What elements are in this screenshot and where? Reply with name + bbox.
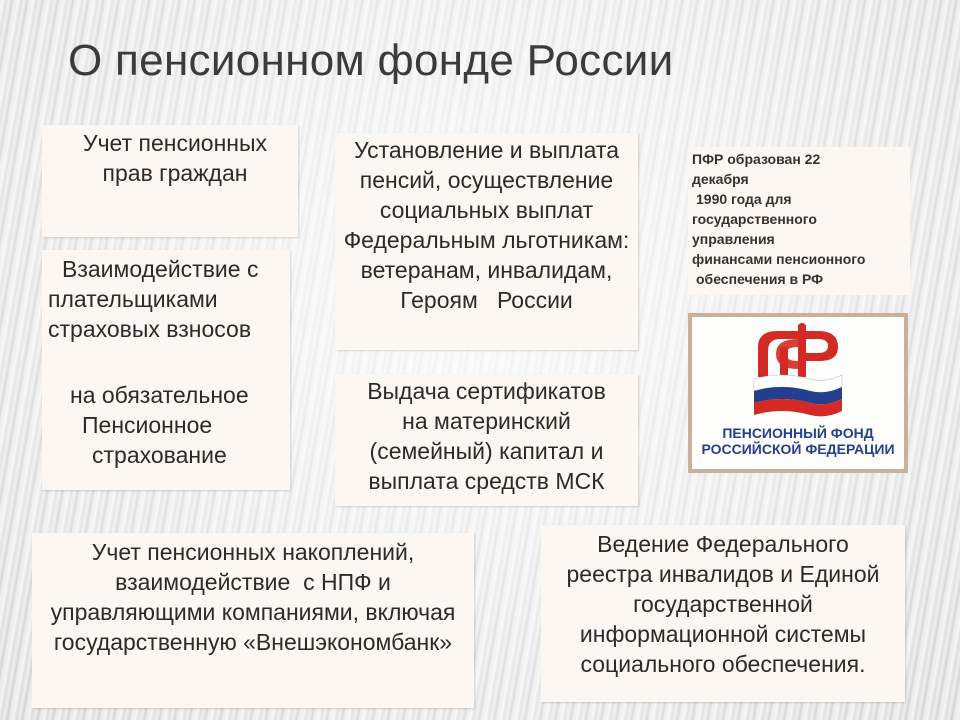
note-line: ПФР образован 22 bbox=[692, 151, 821, 167]
note-line: государственного bbox=[692, 211, 817, 227]
box-line: Героям России bbox=[400, 287, 573, 313]
note-line: финансами пенсионного bbox=[692, 251, 866, 267]
box-line: пенсий, осуществление bbox=[359, 167, 614, 193]
pfr-emblem-icon bbox=[692, 317, 904, 425]
box-line: Ведение Федерального bbox=[597, 531, 849, 557]
box-line: ветеранам, инвалидам, bbox=[360, 257, 613, 283]
box-line: государственную «Внешэкономбанк» bbox=[53, 629, 453, 655]
pfr-logo bbox=[688, 313, 908, 473]
box-line: Выдача сертификатов bbox=[367, 378, 606, 404]
note-line: декабря bbox=[692, 171, 749, 187]
box-line: реестра инвалидов и Единой bbox=[566, 561, 880, 587]
box-line: страховых взносов bbox=[48, 316, 252, 342]
slide-title: О пенсионном фонде России bbox=[68, 36, 674, 85]
box-line: Пенсионное bbox=[82, 412, 213, 438]
logo-line: РОССИЙСКОЙ ФЕДЕРАЦИИ bbox=[701, 441, 895, 457]
note-line: обеспечения в РФ bbox=[696, 271, 824, 287]
box-certificates bbox=[335, 374, 638, 506]
note-line: управления bbox=[692, 231, 775, 247]
box-line: на обязательное bbox=[70, 382, 249, 408]
box-line: прав граждан bbox=[102, 160, 248, 186]
box-line: Учет пенсионных bbox=[82, 130, 268, 156]
box-line: страхование bbox=[92, 442, 227, 468]
note-line: 1990 года для bbox=[696, 191, 792, 207]
box-line: социального обеспечения. bbox=[580, 651, 866, 677]
box-accounting-rights bbox=[42, 125, 298, 237]
box-line: (семейный) капитал и bbox=[369, 438, 604, 464]
box-line: управляющими компаниями, включая bbox=[50, 599, 456, 625]
box-line: плательщиками bbox=[48, 286, 218, 312]
box-line: выплата средств МСК bbox=[368, 468, 605, 494]
box-savings bbox=[32, 533, 474, 708]
box-line: взаимодействие с НПФ и bbox=[115, 569, 391, 595]
box-line: на материнский bbox=[402, 408, 571, 434]
box-line: Федеральным льготникам: bbox=[343, 227, 630, 253]
box-registry bbox=[541, 525, 905, 702]
box-line: Установление и выплата bbox=[354, 137, 619, 163]
box-line: Взаимодействие с bbox=[62, 256, 259, 282]
founding-note bbox=[688, 147, 910, 295]
box-interaction bbox=[42, 250, 290, 490]
box-line: социальных выплат bbox=[379, 197, 594, 223]
logo-line: ПЕНСИОННЫЙ ФОНД bbox=[722, 425, 874, 441]
box-line: информационной системы bbox=[579, 621, 867, 647]
box-line: Учет пенсионных накоплений, bbox=[91, 539, 415, 565]
box-line: государственной bbox=[633, 591, 813, 617]
logo-caption bbox=[692, 425, 904, 457]
box-pensions bbox=[335, 133, 638, 350]
